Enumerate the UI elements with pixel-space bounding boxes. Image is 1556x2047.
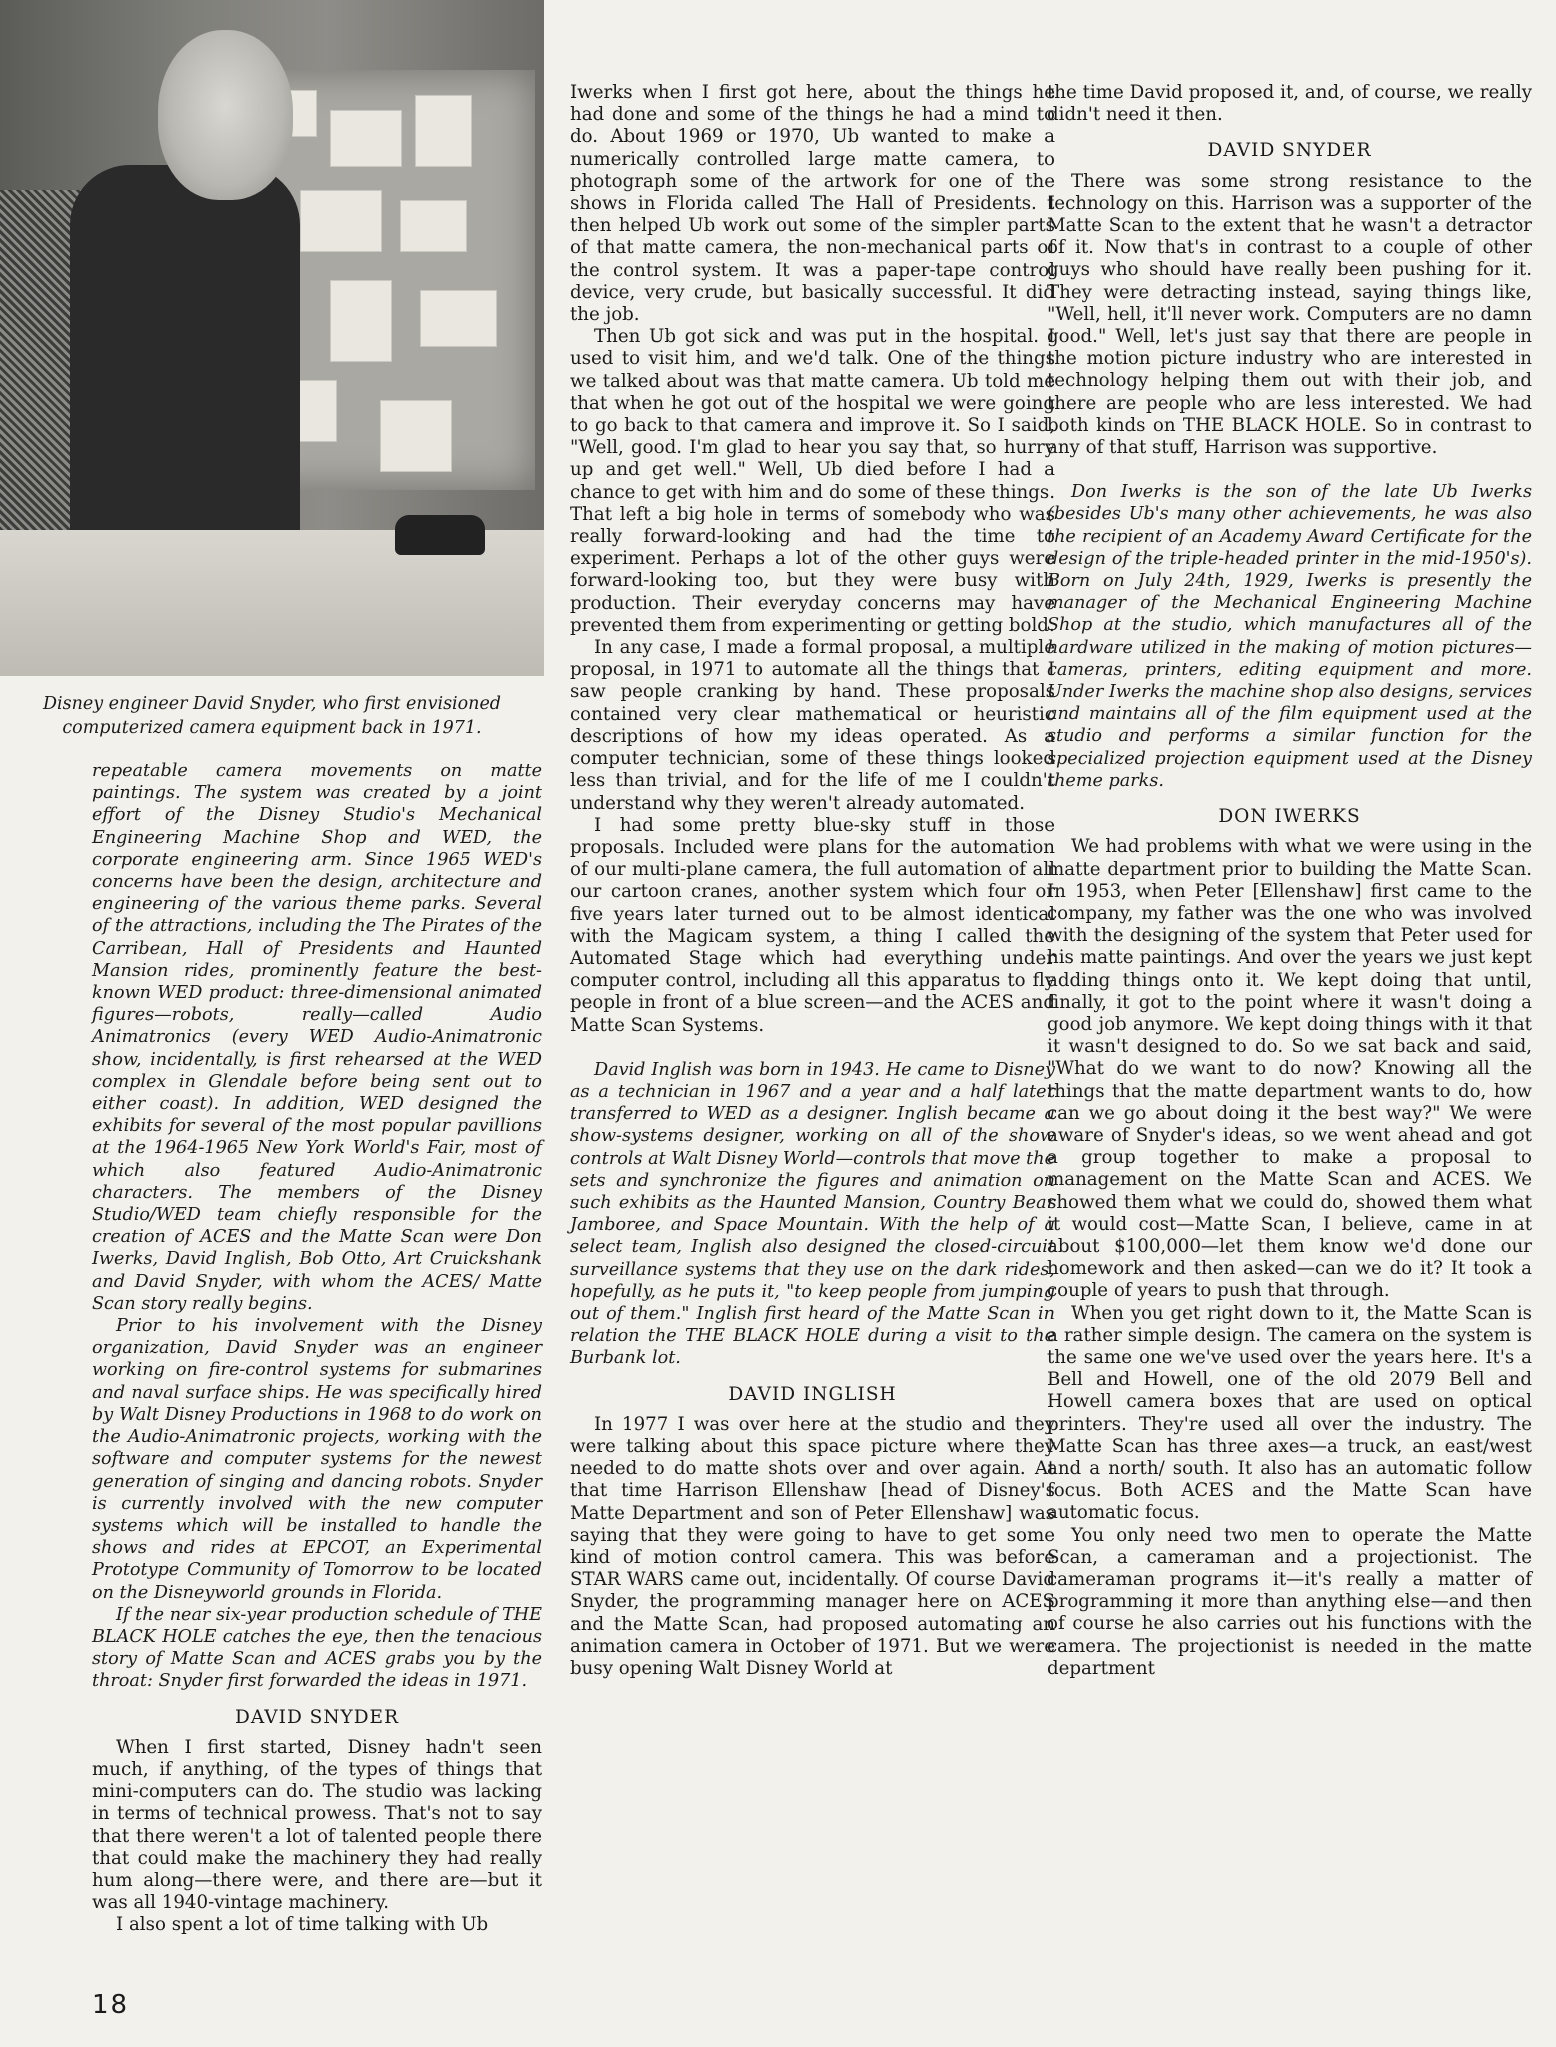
body-paragraph: There was some strong resistance to the technology on this. Harrison was a supporter of the Matte Scan to the extent that he wasn't a detractor of it. Now that's in contrast to a couple of other guys who should have really been pushing for it. They were detracting instead, saying things like, "Well, hell, it'll never work. Computers are no damn good." Well, let's just say that there are people in the motion picture industry who are interested in technology helping them out with their job, and there are people who are less interested. We had both kinds on THE BLACK HOLE. So in contrast to any of that stuff, Harrison was supportive. [1047,170,1532,459]
speaker-heading: DON IWERKS [1218,806,1361,828]
person-head [158,30,293,200]
bio-paragraph: David Inglish was born in 1943. He came to Disney as a technician in 1967 and a year and a half later transferred to WED as a designer. Inglish became a show-systems designer, working on all of the show controls at Walt Disney World—controls that move the sets and synchronize the figures and animation on such exhibits as the Haunted Mansion, Country Bear Jamboree, and Space Mountain. With the help of a select team, Inglish also designed the closed-circuit surveillance systems that they use on the dark rides, hopefully, as he puts it, "to keep people from jumping out of them." Inglish first heard of the Matte Scan in relation the THE BLACK HOLE during a visit to the Burbank lot. [570,1059,1055,1369]
column-1 [92,760,542,1937]
body-paragraph: We had problems with what we were using in the matte department prior to building the Matte Scan. In 1953, when Peter [Ellenshaw] first came to the company, my father was the one who was involved with the designing of the system that Peter used for his matte paintings. And over the years we just kept adding things onto it. We kept doing that until, finally, it got to the point where it wasn't doing a good job anymore. We kept doing things with it that it wasn't designed to do. So we sat back and said, "What do we want to do now? Knowing all the things that the matte department wants to do, how can we go about doing it the best way?" We were aware of Snyder's ideas, so we went ahead and got a group together to make a proposal to management on the Matte Scan and ACES. We showed them what we could do, showed them what it would cost—Matte Scan, I believe, came in at about $100,000—let them know we'd done our homework and then asked—can we do it? It took a couple of years to push that through. [1047,836,1532,1302]
speaker-heading: DAVID INGLISH [728,1383,897,1405]
body-paragraph: In any case, I made a formal proposal, a multiple proposal, in 1971 to automate all the things that I saw people cranking by hand. These proposals contained very clear mathematical or heuristic descriptions of how my ideas operated. As a computer technician, some of these things looked less than trivial, and for the life of me I couldn't understand why they weren't already automated. [570,637,1055,814]
pinned-note [400,200,467,252]
body-paragraph: Iwerks when I first got here, about the things he had done and some of the things he had a mind to do. About 1969 or 1970, Ub wanted to make a numerically controlled large matte camera, to photograph some of the artwork for one of the shows in Florida called The Hall of Presidents. I then helped Ub work out some of the simpler parts of that matte camera, the non-mechanical parts of the control system. It was a paper-tape control device, very crude, but basically successful. It did the job. [570,82,1055,326]
body-paragraph: I had some pretty blue-sky stuff in those proposals. Included were plans for the automation of our multi-plane camera, the full automation of all our cartoon cranes, another system which four or five years later turned out to be almost identical with the Magicam system, a thing I called the Automated Stage which had everything under computer control, including all this apparatus to fly people in front of a blue screen—and the ACES and Matte Scan Systems. [570,814,1055,1036]
body-paragraph: Then Ub got sick and was put in the hospital. I used to visit him, and we'd talk. One of the things we talked about was that matte camera. Ub told me that when he got out of the hospital we were going to go back to that camera and improve it. So I said, "Well, good. I'm glad to hear you say that, so hurry up and get well." Well, Ub died before I had a chance to get with him and do some of these things. That left a big hole in terms of somebody who was really forward-looking and had the time to experiment. Perhaps a lot of the other guys were forward-looking too, but they were busy with production. Their everyday concerns may have prevented them from experimenting or getting bold. [570,326,1055,636]
column-2 [570,82,1055,1680]
page-number: 18 [92,1990,130,2020]
column-3 [1047,82,1532,1680]
pinned-note [415,95,472,167]
body-paragraph: the time David proposed it, and, of course, we really didn't need it then. [1047,82,1532,126]
body-paragraph: You only need two men to operate the Matte Scan, a cameraman and a projectionist. The cameraman programs it—it's really a matter of programming it more than anything else—and then of course he also carries out his functions with the camera. The projectionist is needed in the matte department [1047,1524,1532,1679]
speaker-heading: DAVID SNYDER [235,1706,399,1728]
pinned-note [380,400,452,472]
photo-david-snyder [0,0,544,676]
pinned-note [420,290,497,347]
pinned-note [330,110,402,167]
intro-paragraph: repeatable camera movements on matte paintings. The system was created by a joint effort of the Disney Studio's Mechanical Engineering Machine Shop and WED, the corporate engineering arm. Since 1965 WED's concerns have been the design, architecture and engineering of the various theme parks. Several of the attractions, including the The Pirates of the Carribean, Hall of Presidents and Haunted Mansion rides, prominently feature the best-known WED product: three-dimensional animated figures—robots, really—called Audio Animatronics (every WED Audio-Animatronic show, incidentally, is first rehearsed at the WED complex in Glendale before being sent out to either coast). In addition, WED designed the exhibits for several of the most popular pavillions at the 1964-1965 New York World's Fair, most of which also featured Audio-Animatronic characters. The members of the Disney Studio/WED team chiefly responsible for the creation of ACES and the Matte Scan were Don Iwerks, David Inglish, Bob Otto, Art Cruickshank and David Snyder, with whom the ACES/ Matte Scan story really begins. [92,761,542,1314]
speaker-heading: DAVID SNYDER [1207,140,1372,162]
pinned-note [300,190,382,252]
telephone [395,515,485,555]
pinned-note [330,280,392,362]
bio-paragraph: If the near six-year production schedule of THE BLACK HOLE catches the eye, then the tenacious story of Matte Scan and ACES grabs you by the throat: Snyder first forwarded the ideas in 1971. [92,1604,542,1692]
body-paragraph: I also spent a lot of time talking with Ub [116,1914,489,1936]
body-paragraph: When you get right down to it, the Matte Scan is a rather simple design. The camera on the system is the same one we've used over the years here. It's a Bell and Howell, one of the old 2079 Bell and Howell camera boxes that are used on optical printers. They're used all over the industry. The Matte Scan has three axes—a truck, an east/west and a north/ south. It also has an automatic follow focus. Both ACES and the Matte Scan have automatic focus. [1047,1302,1532,1524]
bio-paragraph: Prior to his involvement with the Disney organization, David Snyder was an engineer working on fire-control systems for submarines and naval surface ships. He was specifically hired by Walt Disney Productions in 1968 to do work on the Audio-Animatronic projects, working with the software and computer systems for the newest generation of singing and dancing robots. Snyder is currently involved with the new computer systems which will be installed to handle the shows and rides at EPCOT, an Experimental Prototype Community of Tomorrow to be located on the Disneyworld grounds in Florida. [92,1316,542,1603]
bio-paragraph: Don Iwerks is the son of the late Ub Iwerks (besides Ub's many other achievements, he was also the recipient of an Academy Award Certificate for the design of the triple-headed printer in the mid-1950's). Born on July 24th, 1929, Iwerks is presently the manager of the Mechanical Engineering Machine Shop at the studio, which manufactures all of the hardware utilized in the making of motion pictures—cameras, printers, editing equipment and more. Under Iwerks the machine shop also designs, services and maintains all of the film equipment used at the studio and performs a similar function for the specialized projection equipment used at the Disney theme parks. [1047,482,1532,791]
photo-caption: Disney engineer David Snyder, who first envisioned computerized camera equipment back in 1971. [42,694,502,738]
body-paragraph: In 1977 I was over here at the studio and they were talking about this space picture where they needed to do matte shots over and over again. At that time Harrison Ellenshaw [head of Disney's Matte Department and son of Peter Ellenshaw] was saying that they were going to have to get some kind of motion control camera. This was before STAR WARS came out, incidentally. Of course David Snyder, the programming manager here on ACES and the Matte Scan, had proposed automating an animation camera in October of 1971. But we were busy opening Walt Disney World at [570,1413,1055,1680]
body-paragraph: When I first started, Disney hadn't seen much, if anything, of the types of things that mini-computers can do. The studio was lacking in terms of technical prowess. That's not to say that there weren't a lot of talented people there that could make the machinery they had really hum along—there were, and there are—but it was all 1940-vintage machinery. [92,1736,542,1914]
